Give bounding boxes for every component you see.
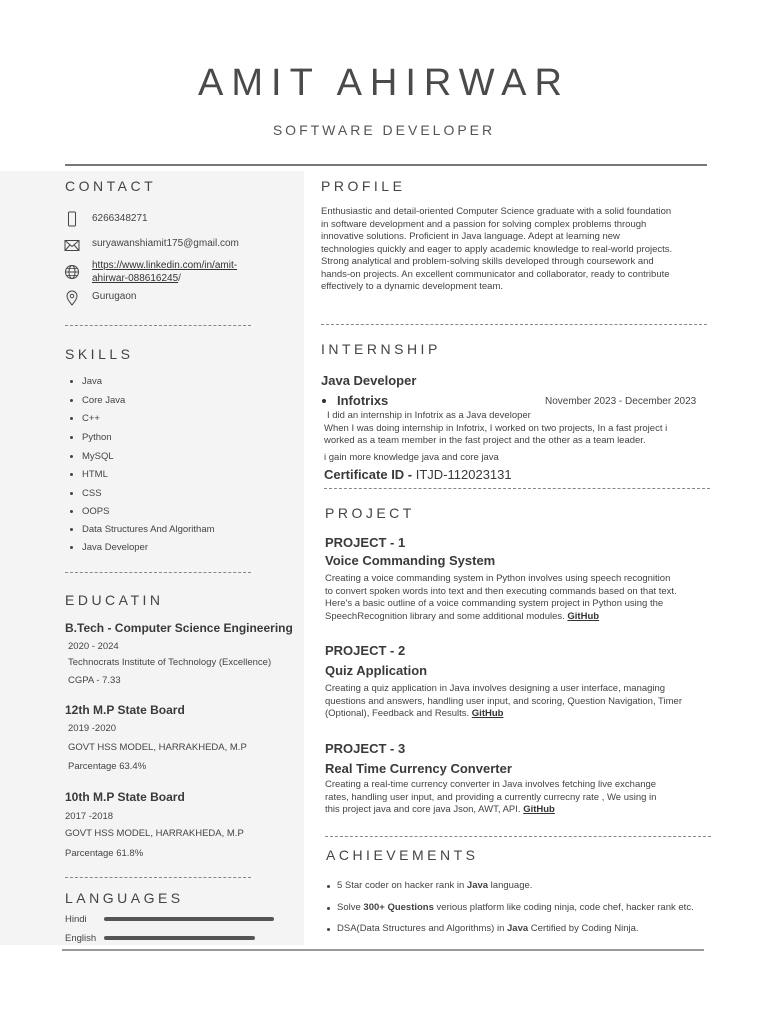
sidebar-divider: [65, 572, 251, 573]
skill-item: CSS: [82, 488, 102, 499]
internship-text: When I was doing internship in Infotrix, I worked on two projects, In a fast project i: [324, 423, 668, 434]
education-score: Parcentage 61.8%: [65, 848, 144, 859]
education-title: B.Tech - Computer Science Engineering: [65, 621, 293, 635]
linkedin-url-suffix: /: [178, 273, 181, 284]
language-bar-track: [104, 917, 274, 921]
education-heading: EDUCATIN: [65, 592, 164, 608]
education-years: 2019 -2020: [68, 723, 117, 734]
language-name: English: [65, 933, 97, 944]
project-name: Voice Commanding System: [325, 553, 496, 568]
section-divider: [321, 324, 707, 325]
header-divider: [65, 164, 707, 166]
skill-item: Core Java: [82, 395, 125, 406]
footer-divider: [62, 949, 704, 951]
contact-location: Gurugaon: [92, 291, 137, 302]
education-school: GOVT HSS MODEL, HARRAKHEDA, M.P: [65, 828, 244, 839]
skill-item: Java: [82, 376, 102, 387]
candidate-name: AMIT AHIRWAR: [198, 62, 570, 104]
certificate-id: [324, 467, 512, 482]
sidebar-divider: [65, 877, 251, 878]
education-school: GOVT HSS MODEL, HARRAKHEDA, M.P: [68, 742, 247, 753]
project-description: Creating a quiz application in Java involves designing a user interface, managing questions and answers, handling user input, and scoring, Question Navigation, Timer (Optional), Feedback and Results. GitHub: [325, 683, 682, 719]
language-level-bar: [104, 936, 255, 940]
profile-heading: PROFILE: [321, 178, 406, 194]
map-pin-icon: [64, 290, 80, 306]
project-number: PROJECT - 1: [325, 535, 406, 550]
candidate-role: SOFTWARE DEVELOPER: [272, 122, 496, 138]
section-divider: [325, 836, 711, 837]
education-title: 10th M.P State Board: [65, 790, 185, 804]
project-description: Creating a real-time currency converter in Java involves fetching live exchange rates, handling user input, and providing a currently currecny rate , We using in this project java and core java Json, AWT, API. GitHub: [325, 779, 657, 815]
achievement-item: Solve 300+ Questions verious platform like coding ninja, code chef, hacker rank etc.: [337, 902, 694, 913]
globe-icon: [64, 264, 80, 280]
project-name: Real Time Currency Converter: [325, 761, 512, 776]
education-years: 2017 -2018: [65, 811, 114, 822]
project-number: PROJECT - 3: [325, 741, 406, 756]
internship-heading: INTERNSHIP: [321, 341, 441, 357]
internship-text: I did an internship in Infotrix as a Java developer: [327, 410, 531, 421]
education-school: Technocrats Institute of Technology (Excellence): [68, 657, 272, 668]
achievement-item: DSA(Data Structures and Algorithms) in Java Certified by Coding Ninja.: [337, 923, 639, 934]
certificate-label: Certificate ID -: [324, 467, 416, 482]
education-score: Parcentage 63.4%: [68, 761, 147, 772]
internship-text: worked as a team member in the fast project and the other as a team leader.: [324, 435, 646, 446]
github-link[interactable]: GitHub: [523, 804, 555, 815]
contact-linkedin-line1[interactable]: https://www.linkedin.com/in/amit-: [92, 260, 238, 271]
github-link[interactable]: GitHub: [471, 708, 504, 719]
skill-item: OOPS: [82, 506, 109, 517]
achievement-item: 5 Star coder on hacker rank in Java language.: [337, 880, 533, 891]
skill-item: HTML: [82, 469, 108, 480]
bullet-dot: [327, 885, 330, 888]
contact-heading: CONTACT: [65, 178, 157, 194]
contact-phone: 6266348271: [92, 213, 148, 224]
certificate-value: ITJD-112023131: [415, 467, 512, 482]
contact-linkedin-line2[interactable]: [92, 273, 181, 284]
skill-item: Data Structures And Algoritham: [82, 524, 215, 535]
education-years: 2020 - 2024: [68, 641, 119, 652]
profile-text: Enthusiastic and detail-oriented Computer Science graduate with a solid foundation in software development and a passion for solving complex problems through innovative solutions. Proficient in Java language. Adept at learning new technologies quickly and eager to apply academic knowledge to real-world projects. Strong analytical and problem-solving skills developed through coursework and hands-on projects. An excellent communicator and collaborator, ready to contribute effectively to a dynamic development team.: [321, 206, 673, 292]
sidebar-divider: [65, 325, 251, 326]
phone-icon: [64, 211, 80, 227]
skill-item: Python: [82, 432, 112, 443]
education-score: CGPA - 7.33: [68, 675, 121, 686]
project-heading: PROJECT: [325, 505, 415, 521]
internship-company: Infotrixs: [337, 393, 389, 408]
project-name: Quiz Application: [325, 663, 428, 678]
skill-item: Java Developer: [82, 542, 148, 553]
language-name: Hindi: [65, 914, 87, 925]
project-description: Creating a voice commanding system in Python involves using speech recognition to convert spoken words into text and then executing commands based on that text. Here's a basic outline of a voice commanding system project in Python using the SpeechRecognition library and some additional modules. GitHub: [325, 573, 677, 622]
achievements-heading: ACHIEVEMENTS: [326, 847, 479, 863]
education-title: 12th M.P State Board: [65, 703, 185, 717]
internship-dates: November 2023 - December 2023: [545, 396, 697, 407]
contact-email[interactable]: suryawanshiamit175@gmail.com: [92, 238, 239, 249]
linkedin-url-part[interactable]: ahirwar-088616245: [92, 273, 179, 284]
bullet-dot: [327, 907, 330, 910]
envelope-icon: [64, 237, 80, 253]
language-level-bar: [104, 917, 274, 921]
bullet-dot: [327, 928, 330, 931]
section-divider: [324, 488, 710, 489]
skill-item: MySQL: [82, 451, 114, 462]
languages-heading: LANGUAGES: [65, 890, 184, 906]
skill-item: C++: [82, 413, 100, 424]
github-link[interactable]: GitHub: [567, 610, 600, 622]
internship-role: Java Developer: [321, 373, 417, 388]
skills-heading: SKILLS: [65, 346, 134, 362]
language-bar-track: [104, 936, 274, 940]
project-number: PROJECT - 2: [325, 643, 406, 658]
internship-text: i gain more knowledge java and core java: [324, 452, 499, 463]
bullet-dot: [322, 399, 326, 403]
